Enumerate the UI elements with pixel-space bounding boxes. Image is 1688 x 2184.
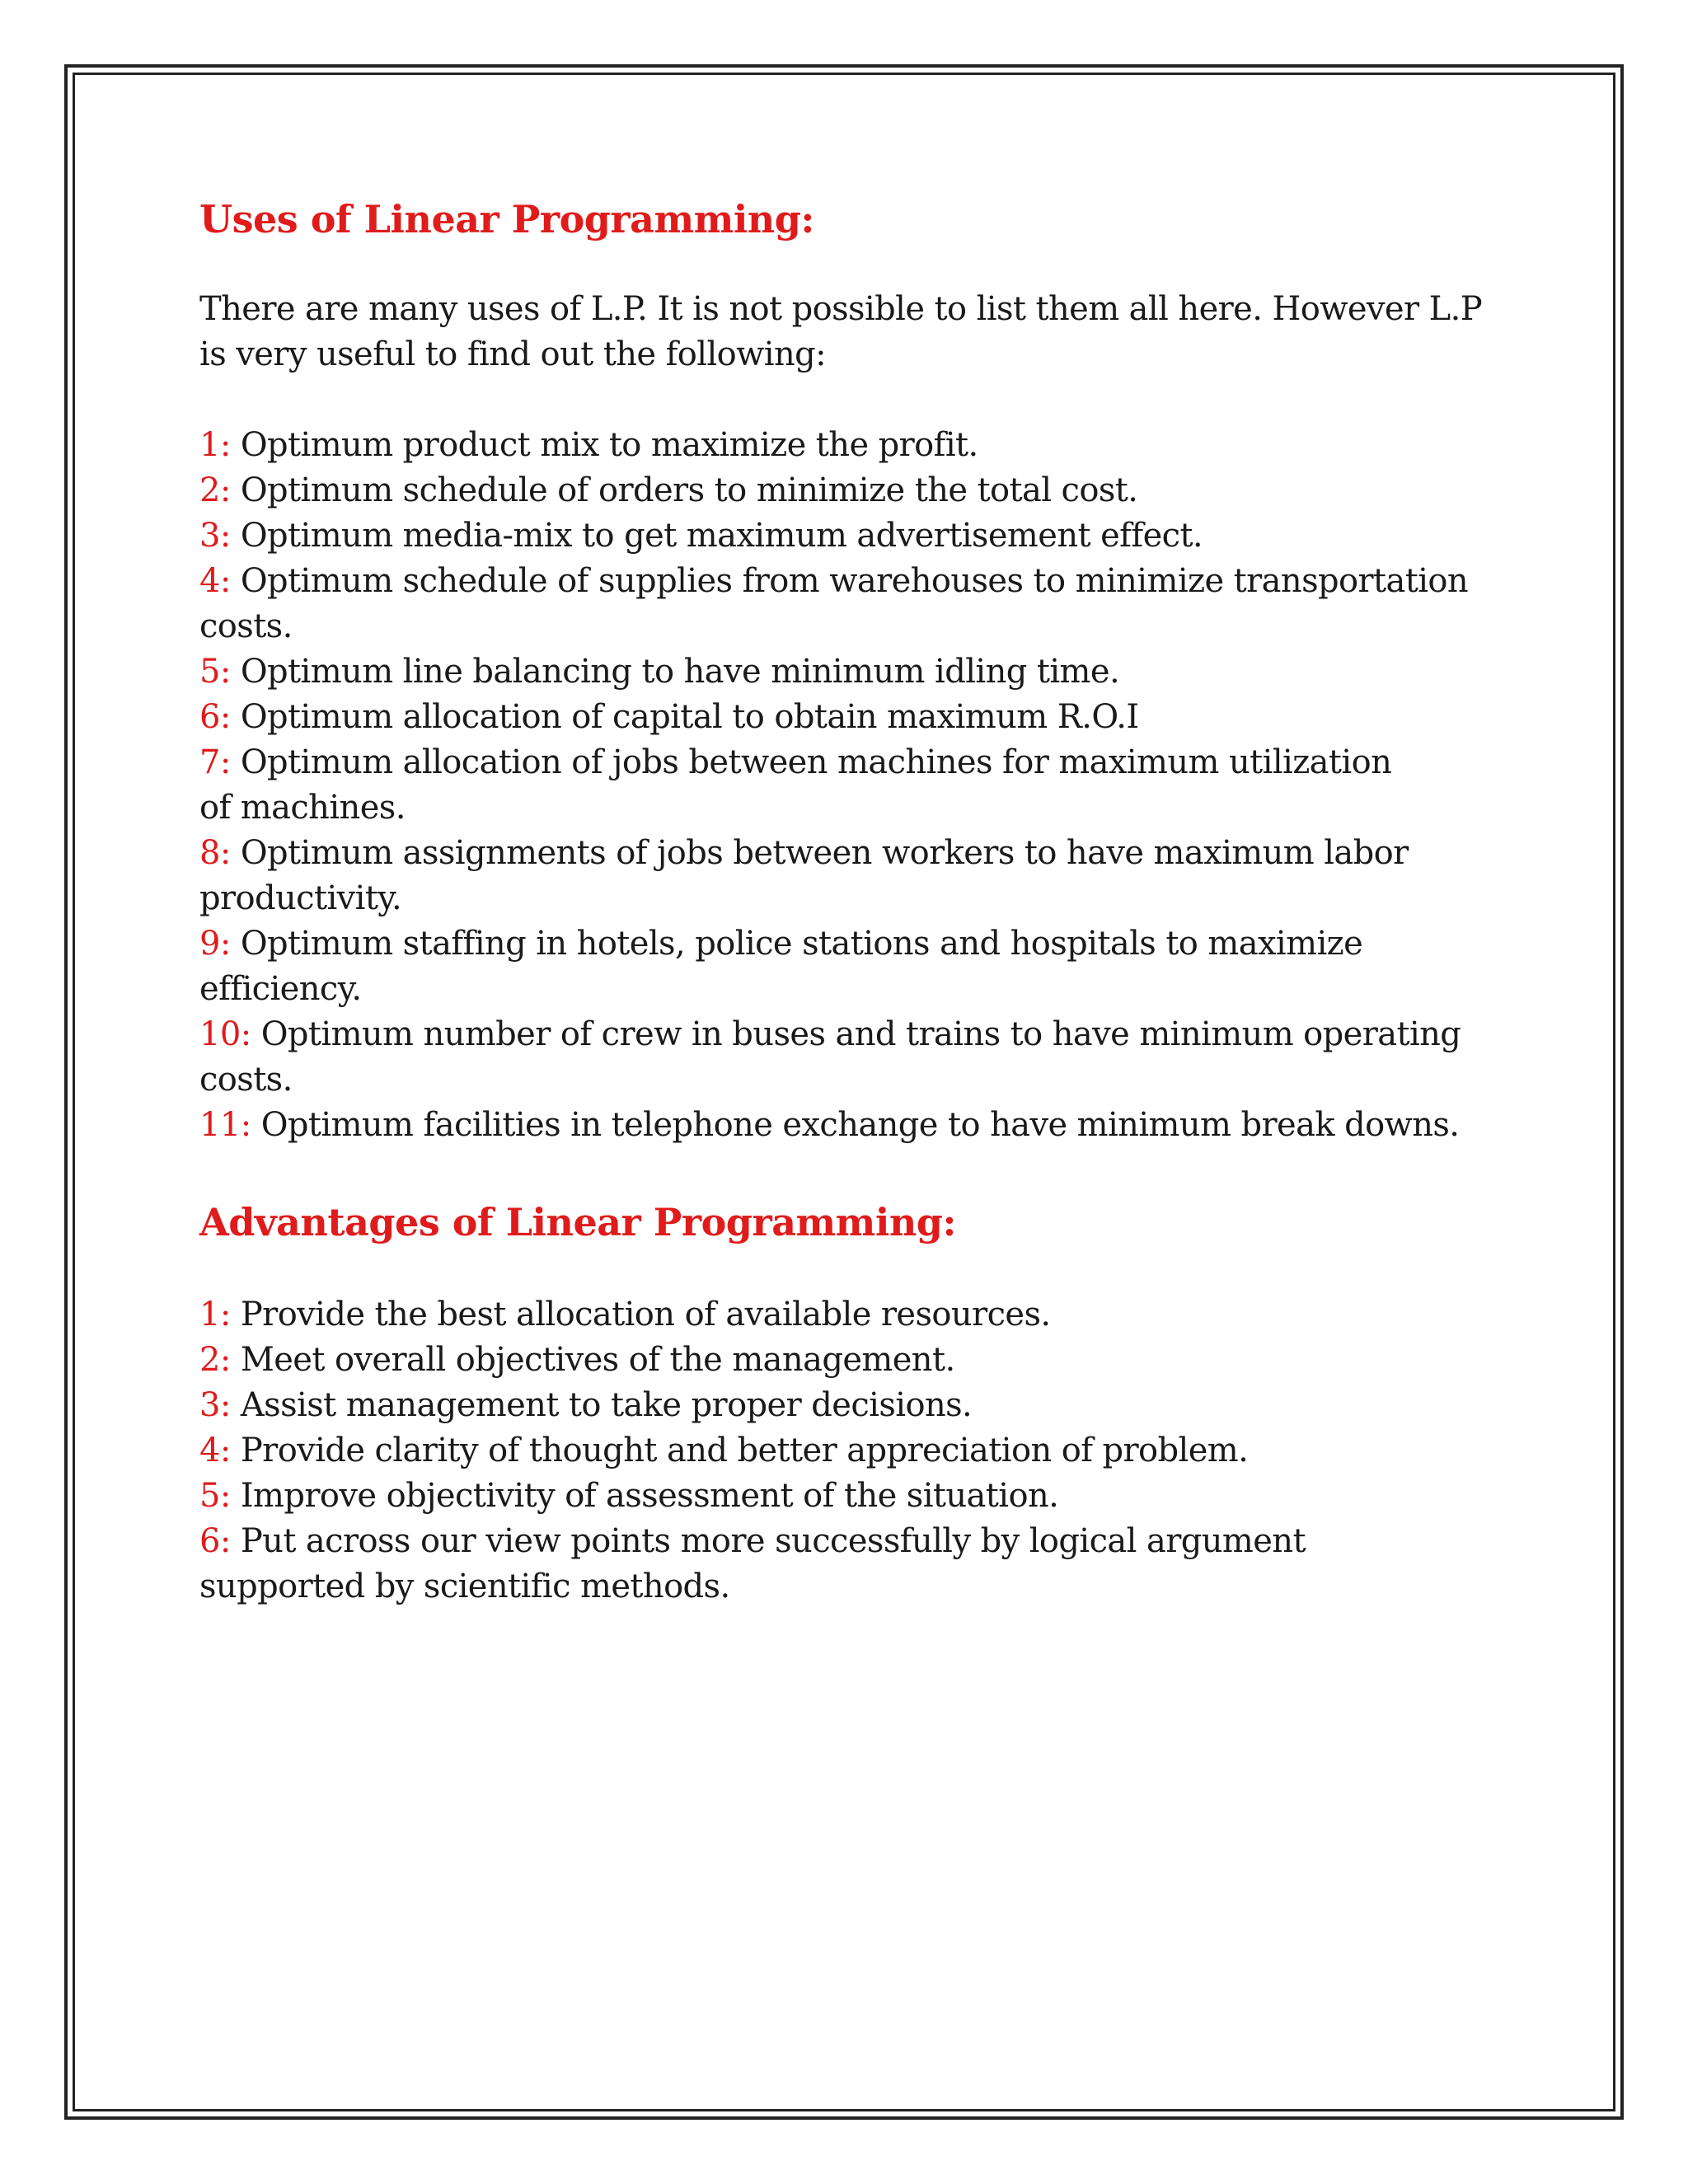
- list-item-text: Optimum schedule of orders to minimize the total cost.: [240, 471, 1138, 509]
- list-item-number: 5:: [199, 1477, 231, 1515]
- list-item: [199, 513, 1518, 559]
- uses-intro: [199, 287, 1518, 377]
- list-item-number: 1:: [199, 426, 231, 464]
- list-item-number: 4:: [199, 1432, 231, 1469]
- list-item-text: efficiency.: [199, 970, 362, 1008]
- list-item: [199, 423, 1518, 468]
- list-item-number: 11:: [199, 1106, 251, 1144]
- list-item-text: Optimum product mix to maximize the profit.: [240, 426, 978, 464]
- list-item: [199, 1474, 1518, 1519]
- list-item: [199, 559, 1518, 649]
- list-item-text: costs.: [199, 1061, 293, 1099]
- list-item: [199, 1338, 1518, 1383]
- uses-list: [199, 423, 1518, 1148]
- list-item: [199, 649, 1518, 695]
- list-item-number: 2:: [199, 1341, 231, 1379]
- list-item-text: Meet overall objectives of the management.: [240, 1341, 955, 1379]
- list-item-number: 6:: [199, 698, 231, 736]
- list-item-text: Optimum media-mix to get maximum advertisement effect.: [240, 517, 1203, 555]
- advantages-list: [199, 1292, 1518, 1610]
- list-item-text: Assist management to take proper decisions.: [240, 1386, 973, 1424]
- list-item-number: 3:: [199, 1386, 231, 1424]
- list-item-text: Optimum staffing in hotels, police stations and hospitals to maximize: [240, 925, 1363, 963]
- spacer: [199, 1148, 1518, 1197]
- list-item-number: 6:: [199, 1522, 231, 1560]
- list-item-text: Optimum assignments of jobs between workers to have maximum labor: [240, 834, 1409, 872]
- list-item-number: 8:: [199, 834, 231, 872]
- list-item-number: 3:: [199, 517, 231, 555]
- list-item-number: 2:: [199, 471, 231, 509]
- list-item-number: 4:: [199, 562, 231, 600]
- list-item-text: of machines.: [199, 789, 406, 827]
- list-item-text: Optimum number of crew in buses and trains to have minimum operating: [260, 1015, 1461, 1053]
- list-item: [199, 740, 1518, 831]
- list-item: [199, 1383, 1518, 1428]
- list-item: [199, 468, 1518, 513]
- list-item-text: Put across our view points more successfully by logical argument: [240, 1522, 1306, 1560]
- document-content: [199, 194, 1518, 1610]
- uses-heading: Uses of Linear Programming:: [199, 197, 814, 241]
- list-item: [199, 1428, 1518, 1474]
- list-item-text: costs.: [199, 607, 293, 645]
- list-item: [199, 1012, 1518, 1103]
- list-item-number: 10:: [199, 1015, 251, 1053]
- list-item-text: Improve objectivity of assessment of the situation.: [240, 1477, 1059, 1515]
- advantages-heading: Advantages of Linear Programming:: [199, 1200, 956, 1244]
- uses-intro-line-2: is very useful to find out the following:: [199, 335, 827, 373]
- list-item-number: 9:: [199, 925, 231, 963]
- list-item-text: supported by scientific methods.: [199, 1568, 730, 1605]
- list-item-text: Optimum schedule of supplies from warehouses to minimize transportation: [240, 562, 1469, 600]
- list-item-number: 5:: [199, 653, 231, 691]
- spacer: [199, 377, 1518, 423]
- list-item: [199, 921, 1518, 1012]
- list-item: [199, 1292, 1518, 1338]
- list-item-text: Optimum line balancing to have minimum idling time.: [240, 653, 1120, 691]
- list-item: [199, 695, 1518, 740]
- list-item-text: Optimum facilities in telephone exchange to have minimum break downs.: [260, 1106, 1460, 1144]
- list-item-text: Provide the best allocation of available resources.: [240, 1296, 1051, 1333]
- list-item: [199, 1519, 1518, 1610]
- list-item-text: Optimum allocation of jobs between machines for maximum utilization: [240, 743, 1392, 781]
- spacer: [199, 244, 1518, 287]
- list-item-number: 1:: [199, 1296, 231, 1333]
- list-item-text: productivity.: [199, 879, 402, 917]
- list-item-text: Provide clarity of thought and better appreciation of problem.: [240, 1432, 1249, 1469]
- list-item: [199, 831, 1518, 921]
- list-item-number: 7:: [199, 743, 231, 781]
- uses-intro-line-1: There are many uses of L.P. It is not possible to list them all here. However L.P: [199, 290, 1483, 328]
- list-item: [199, 1103, 1518, 1148]
- list-item-text: Optimum allocation of capital to obtain maximum R.O.I: [240, 698, 1139, 736]
- spacer: [199, 1247, 1518, 1292]
